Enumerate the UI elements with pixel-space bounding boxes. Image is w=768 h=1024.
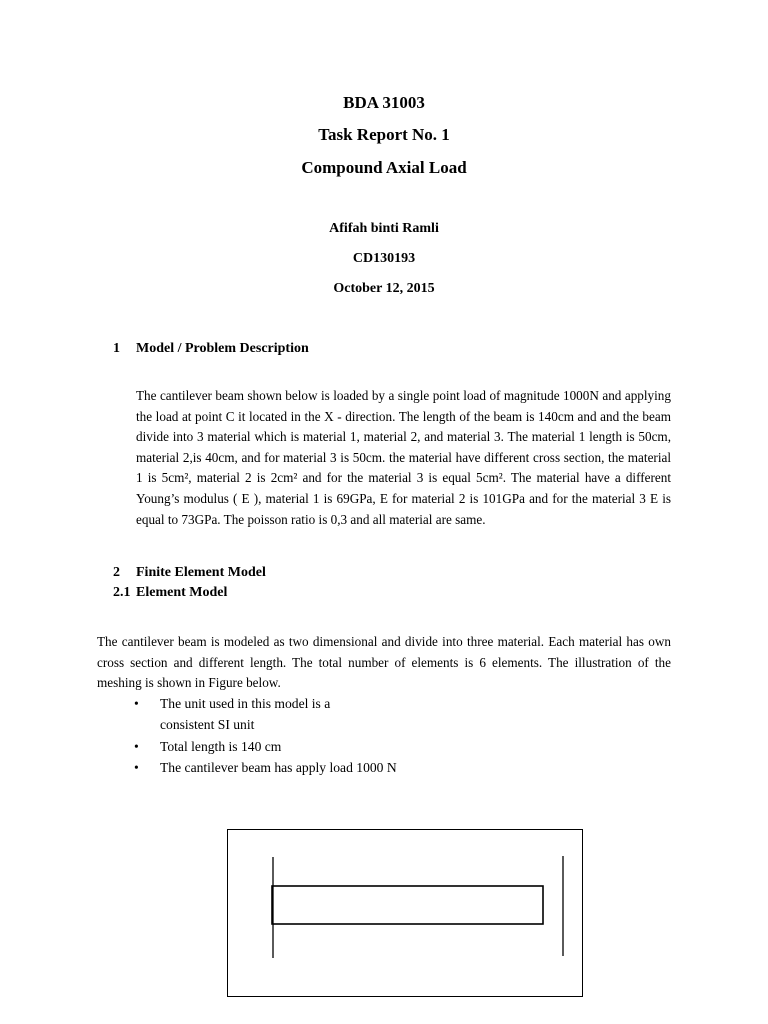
- section-2-title: Finite Element Model: [136, 565, 266, 580]
- section-2-number: 2: [113, 565, 120, 580]
- bullet-list: [134, 693, 397, 779]
- list-item: • The cantilever beam has apply load 1000 N: [134, 757, 397, 778]
- problem-description-text: The cantilever beam shown below is loaded by a single point load of magnitude 1000N and applying the load at point C it located in the X - direction. The length of the beam is 140cm and and the beam divide into 3 material which is material 1, material 2, and material 3. The material 1 length is 50cm, material 2,is 40cm, and for material 3 is 50cm. the material have different cross section, the material 1 is 5cm², material 2 is 2cm² and for the material 3 is equal 5cm². The material have a different Young’s modulus ( E ), material 1 is 69GPa, E for material 2 is 101GPa and for the material 3 E is equal to 73GPa. The poisson ratio is 0,3 and all material are same.: [136, 388, 671, 527]
- section-2-paragraph: [97, 632, 671, 694]
- section-1-title: Model / Problem Description: [136, 341, 309, 356]
- report-subject: Compound Axial Load: [301, 158, 467, 177]
- beam-rectangle: [272, 886, 543, 924]
- section-1-paragraph: [136, 386, 671, 530]
- list-item: • The unit used in this model is a consistent SI unit: [134, 693, 365, 736]
- beam-illustration: [228, 830, 582, 996]
- section-2-1-number: 2.1: [113, 585, 131, 600]
- student-id: CD130193: [352, 251, 416, 266]
- beam-figure: [227, 829, 583, 997]
- section-2-1-title: Element Model: [136, 585, 228, 600]
- course-code: BDA 31003: [343, 93, 425, 112]
- section-1-number: 1: [113, 341, 120, 356]
- report-title: Task Report No. 1: [318, 125, 450, 144]
- element-model-text: The cantilever beam is modeled as two dimensional and divide into three material. Each material has own cross section and different length. The total number of elements is 6 elements. The illustration of the meshing is shown in Figure below.: [97, 634, 671, 691]
- list-item: • Total length is 140 cm: [134, 736, 397, 757]
- author-name: Afifah binti Ramli: [329, 221, 439, 236]
- report-date: October 12, 2015: [333, 281, 435, 296]
